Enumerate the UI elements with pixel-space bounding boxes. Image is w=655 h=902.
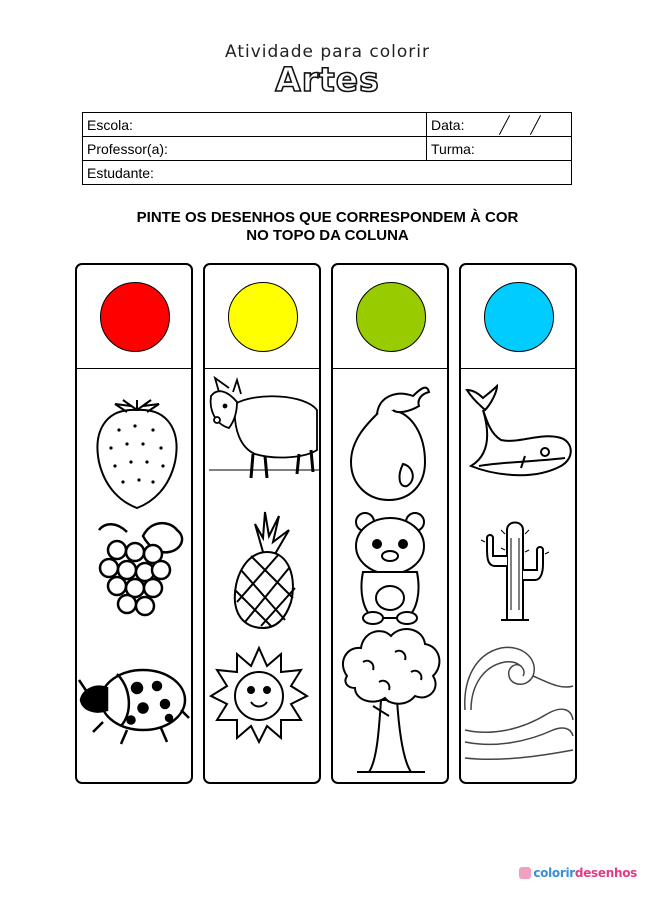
column-drawings	[205, 370, 319, 782]
logo-text-part-1: colorir	[533, 866, 575, 880]
color-column-yellow	[203, 263, 321, 784]
column-drawings	[461, 370, 575, 782]
color-column-red	[75, 263, 193, 784]
pineapple-icon[interactable]	[235, 512, 295, 628]
color-column-green	[331, 263, 449, 784]
subtitle: Atividade para colorir	[225, 42, 430, 62]
color-column-blue	[459, 263, 577, 784]
blue-color-circle	[484, 282, 554, 352]
crayon-icon	[519, 867, 531, 879]
date-field[interactable]: Data:	[427, 113, 572, 137]
student-field[interactable]: Estudante:	[83, 161, 572, 185]
whale-icon[interactable]	[467, 386, 571, 475]
page-title: Artes	[275, 60, 380, 99]
instructions	[0, 209, 655, 245]
sun-icon[interactable]	[211, 648, 307, 742]
teddy-bear-icon[interactable]	[356, 513, 424, 624]
instructions-line-2: NO TOPO DA COLUNA	[246, 227, 409, 244]
yellow-color-circle	[228, 282, 298, 352]
eggplant-icon[interactable]	[351, 388, 429, 500]
column-divider	[77, 368, 191, 369]
cactus-icon[interactable]	[481, 523, 549, 621]
wave-icon[interactable]	[465, 647, 573, 759]
student-info-table	[82, 112, 572, 185]
school-field[interactable]: Escola:	[83, 113, 427, 137]
teacher-field[interactable]: Professor(a):	[83, 137, 427, 161]
column-divider	[333, 368, 447, 369]
column-divider	[461, 368, 575, 369]
ladybug-icon[interactable]	[79, 670, 189, 744]
grapes-icon[interactable]	[99, 523, 182, 615]
pig-icon[interactable]	[209, 378, 319, 478]
strawberry-icon[interactable]	[98, 400, 177, 508]
column-divider	[205, 368, 319, 369]
class-field[interactable]: Turma:	[427, 137, 572, 161]
tree-icon[interactable]	[343, 629, 439, 772]
logo-text-part-2: desenhos	[574, 866, 637, 880]
instructions-line-1: PINTE OS DESENHOS QUE CORRESPONDEM À COR	[136, 209, 519, 226]
red-color-circle	[100, 282, 170, 352]
column-drawings	[333, 370, 447, 782]
column-drawings	[77, 370, 191, 782]
brand-logo[interactable]	[519, 866, 637, 880]
green-color-circle	[356, 282, 426, 352]
